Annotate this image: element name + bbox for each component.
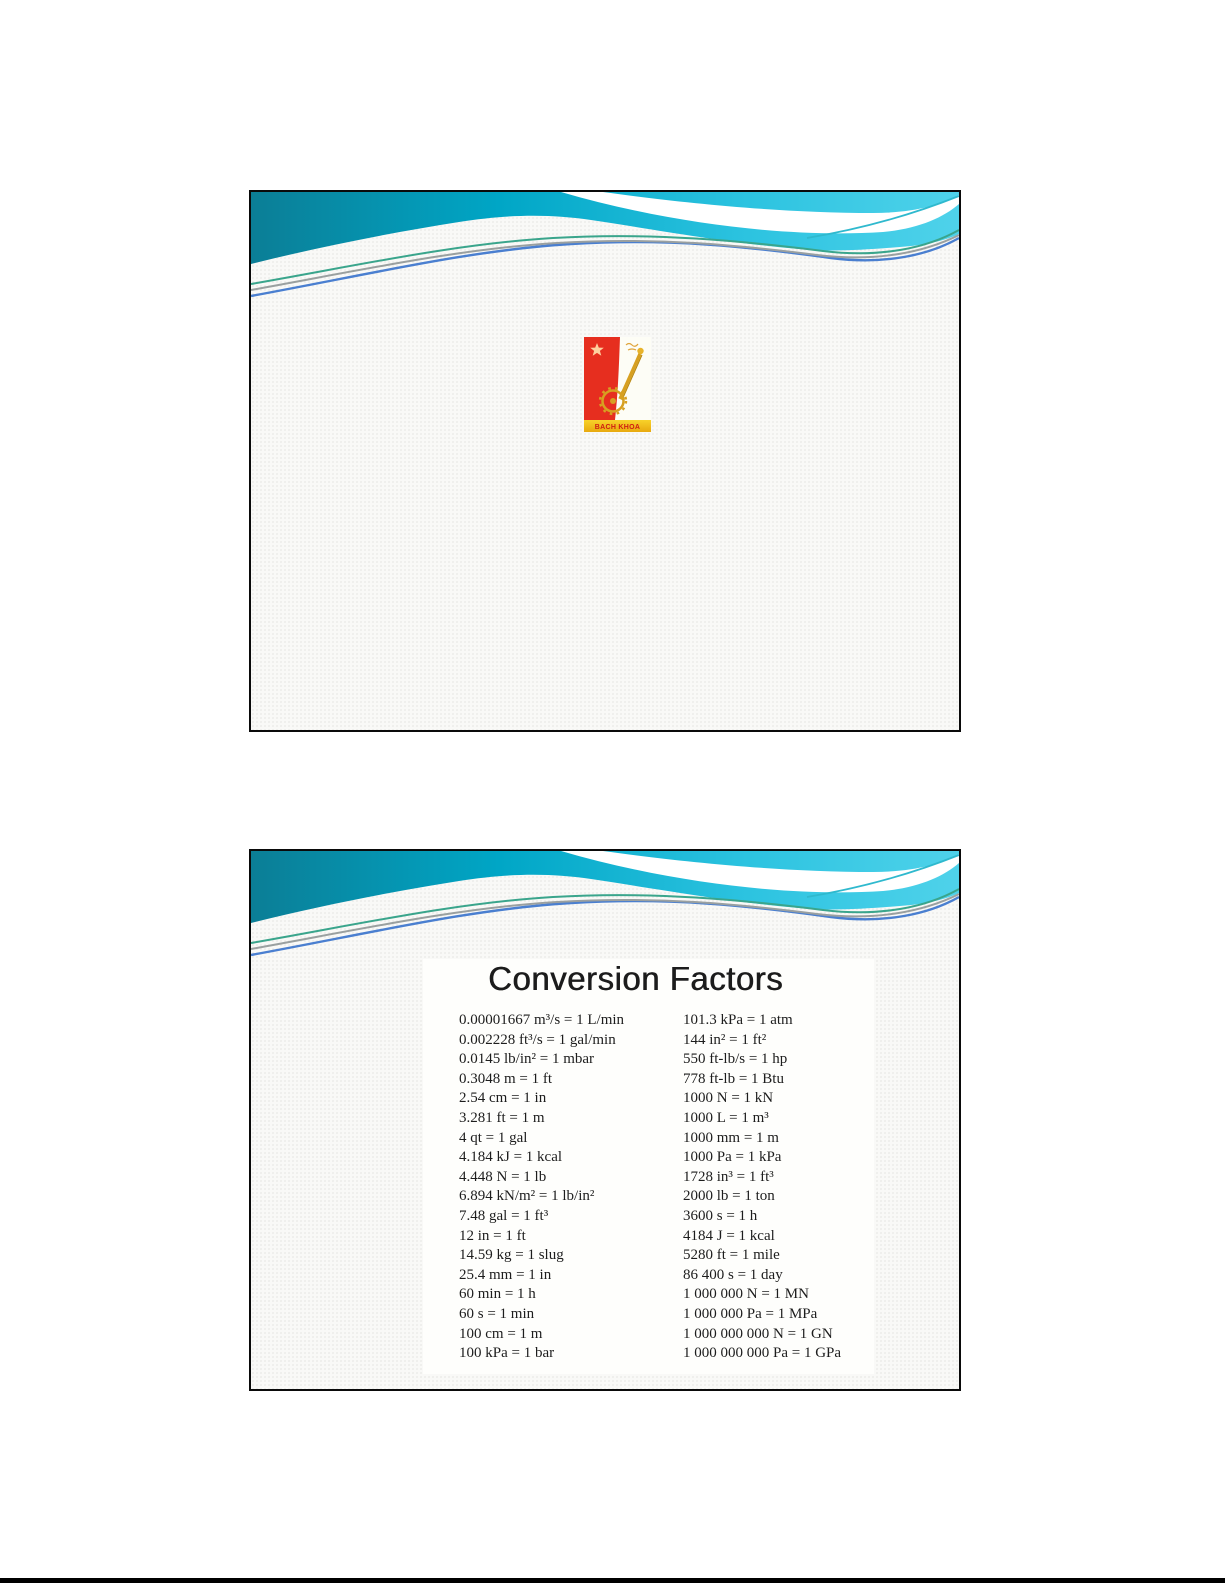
conversion-row: 100 cm = 1 m bbox=[459, 1325, 543, 1342]
conversion-factors-title: Conversion Factors bbox=[487, 960, 784, 997]
slide-1 bbox=[249, 190, 961, 732]
conversion-columns bbox=[459, 1011, 870, 1364]
page-footer-bar bbox=[0, 1578, 1225, 1583]
conversion-row: 0.3048 m = 1 ft bbox=[459, 1070, 553, 1087]
conversion-row: 100 kPa = 1 bar bbox=[459, 1345, 555, 1362]
conversion-row: 4.448 N = 1 lb bbox=[459, 1168, 547, 1185]
conversion-row: 1728 in³ = 1 ft³ bbox=[683, 1168, 774, 1185]
conversion-row: 25.4 mm = 1 in bbox=[459, 1266, 552, 1283]
conversion-row: 4.184 kJ = 1 kcal bbox=[459, 1149, 563, 1166]
conversion-row: 0.0145 lb/in² = 1 mbar bbox=[459, 1051, 595, 1068]
conversion-row: 6.894 kN/m² = 1 lb/in² bbox=[459, 1188, 595, 1205]
conversion-row: 1000 Pa = 1 kPa bbox=[683, 1149, 782, 1166]
wave-header-graphic bbox=[251, 192, 959, 310]
conversion-row: 12 in = 1 ft bbox=[459, 1227, 526, 1244]
conversion-row: 778 ft-lb = 1 Btu bbox=[683, 1070, 784, 1087]
torch-flame bbox=[637, 348, 643, 354]
conversion-row: 1000 mm = 1 m bbox=[683, 1129, 779, 1146]
conversion-row: 2.54 cm = 1 in bbox=[459, 1090, 547, 1107]
conversion-row: 2000 lb = 1 ton bbox=[683, 1188, 775, 1205]
university-logo-graphic bbox=[584, 337, 651, 432]
logo-caption: BACH KHOA bbox=[594, 423, 641, 431]
conversion-row: 0.00001667 m³/s = 1 L/min bbox=[459, 1012, 625, 1028]
conversion-row: 1000 N = 1 kN bbox=[683, 1090, 774, 1107]
slide-2 bbox=[249, 849, 961, 1391]
conversion-row: 86 400 s = 1 day bbox=[683, 1266, 783, 1283]
conversion-row: 3.281 ft = 1 m bbox=[459, 1109, 545, 1126]
conversion-row: 1000 L = 1 m³ bbox=[683, 1109, 769, 1126]
conversion-row: 1 000 000 000 Pa = 1 GPa bbox=[683, 1345, 842, 1362]
conversion-row: 550 ft-lb/s = 1 hp bbox=[683, 1051, 788, 1068]
conversion-row: 7.48 gal = 1 ft³ bbox=[459, 1207, 549, 1224]
conversion-row: 101.3 kPa = 1 atm bbox=[683, 1012, 793, 1028]
conversion-row: 144 in² = 1 ft² bbox=[683, 1031, 767, 1048]
wave-header-graphic bbox=[251, 851, 959, 969]
conversion-column-left bbox=[459, 1011, 683, 1364]
conversion-row: 5280 ft = 1 mile bbox=[683, 1247, 780, 1264]
conversion-row: 1 000 000 Pa = 1 MPa bbox=[683, 1305, 818, 1322]
conversion-factors-card bbox=[423, 959, 874, 1374]
conversion-row: 60 min = 1 h bbox=[459, 1286, 536, 1303]
gear-hub bbox=[610, 398, 616, 404]
conversion-row: 0.002228 ft³/s = 1 gal/min bbox=[459, 1031, 616, 1048]
conversion-row: 1 000 000 000 N = 1 GN bbox=[683, 1325, 833, 1342]
conversion-row: 4184 J = 1 kcal bbox=[683, 1227, 775, 1244]
university-logo bbox=[584, 337, 651, 432]
conversion-row: 60 s = 1 min bbox=[459, 1305, 535, 1322]
conversion-row: 1 000 000 N = 1 MN bbox=[683, 1286, 809, 1303]
conversion-column-right bbox=[683, 1011, 841, 1364]
conversion-row: 14.59 kg = 1 slug bbox=[459, 1247, 564, 1264]
conversion-row: 3600 s = 1 h bbox=[683, 1207, 758, 1224]
conversion-row: 4 qt = 1 gal bbox=[459, 1129, 528, 1146]
